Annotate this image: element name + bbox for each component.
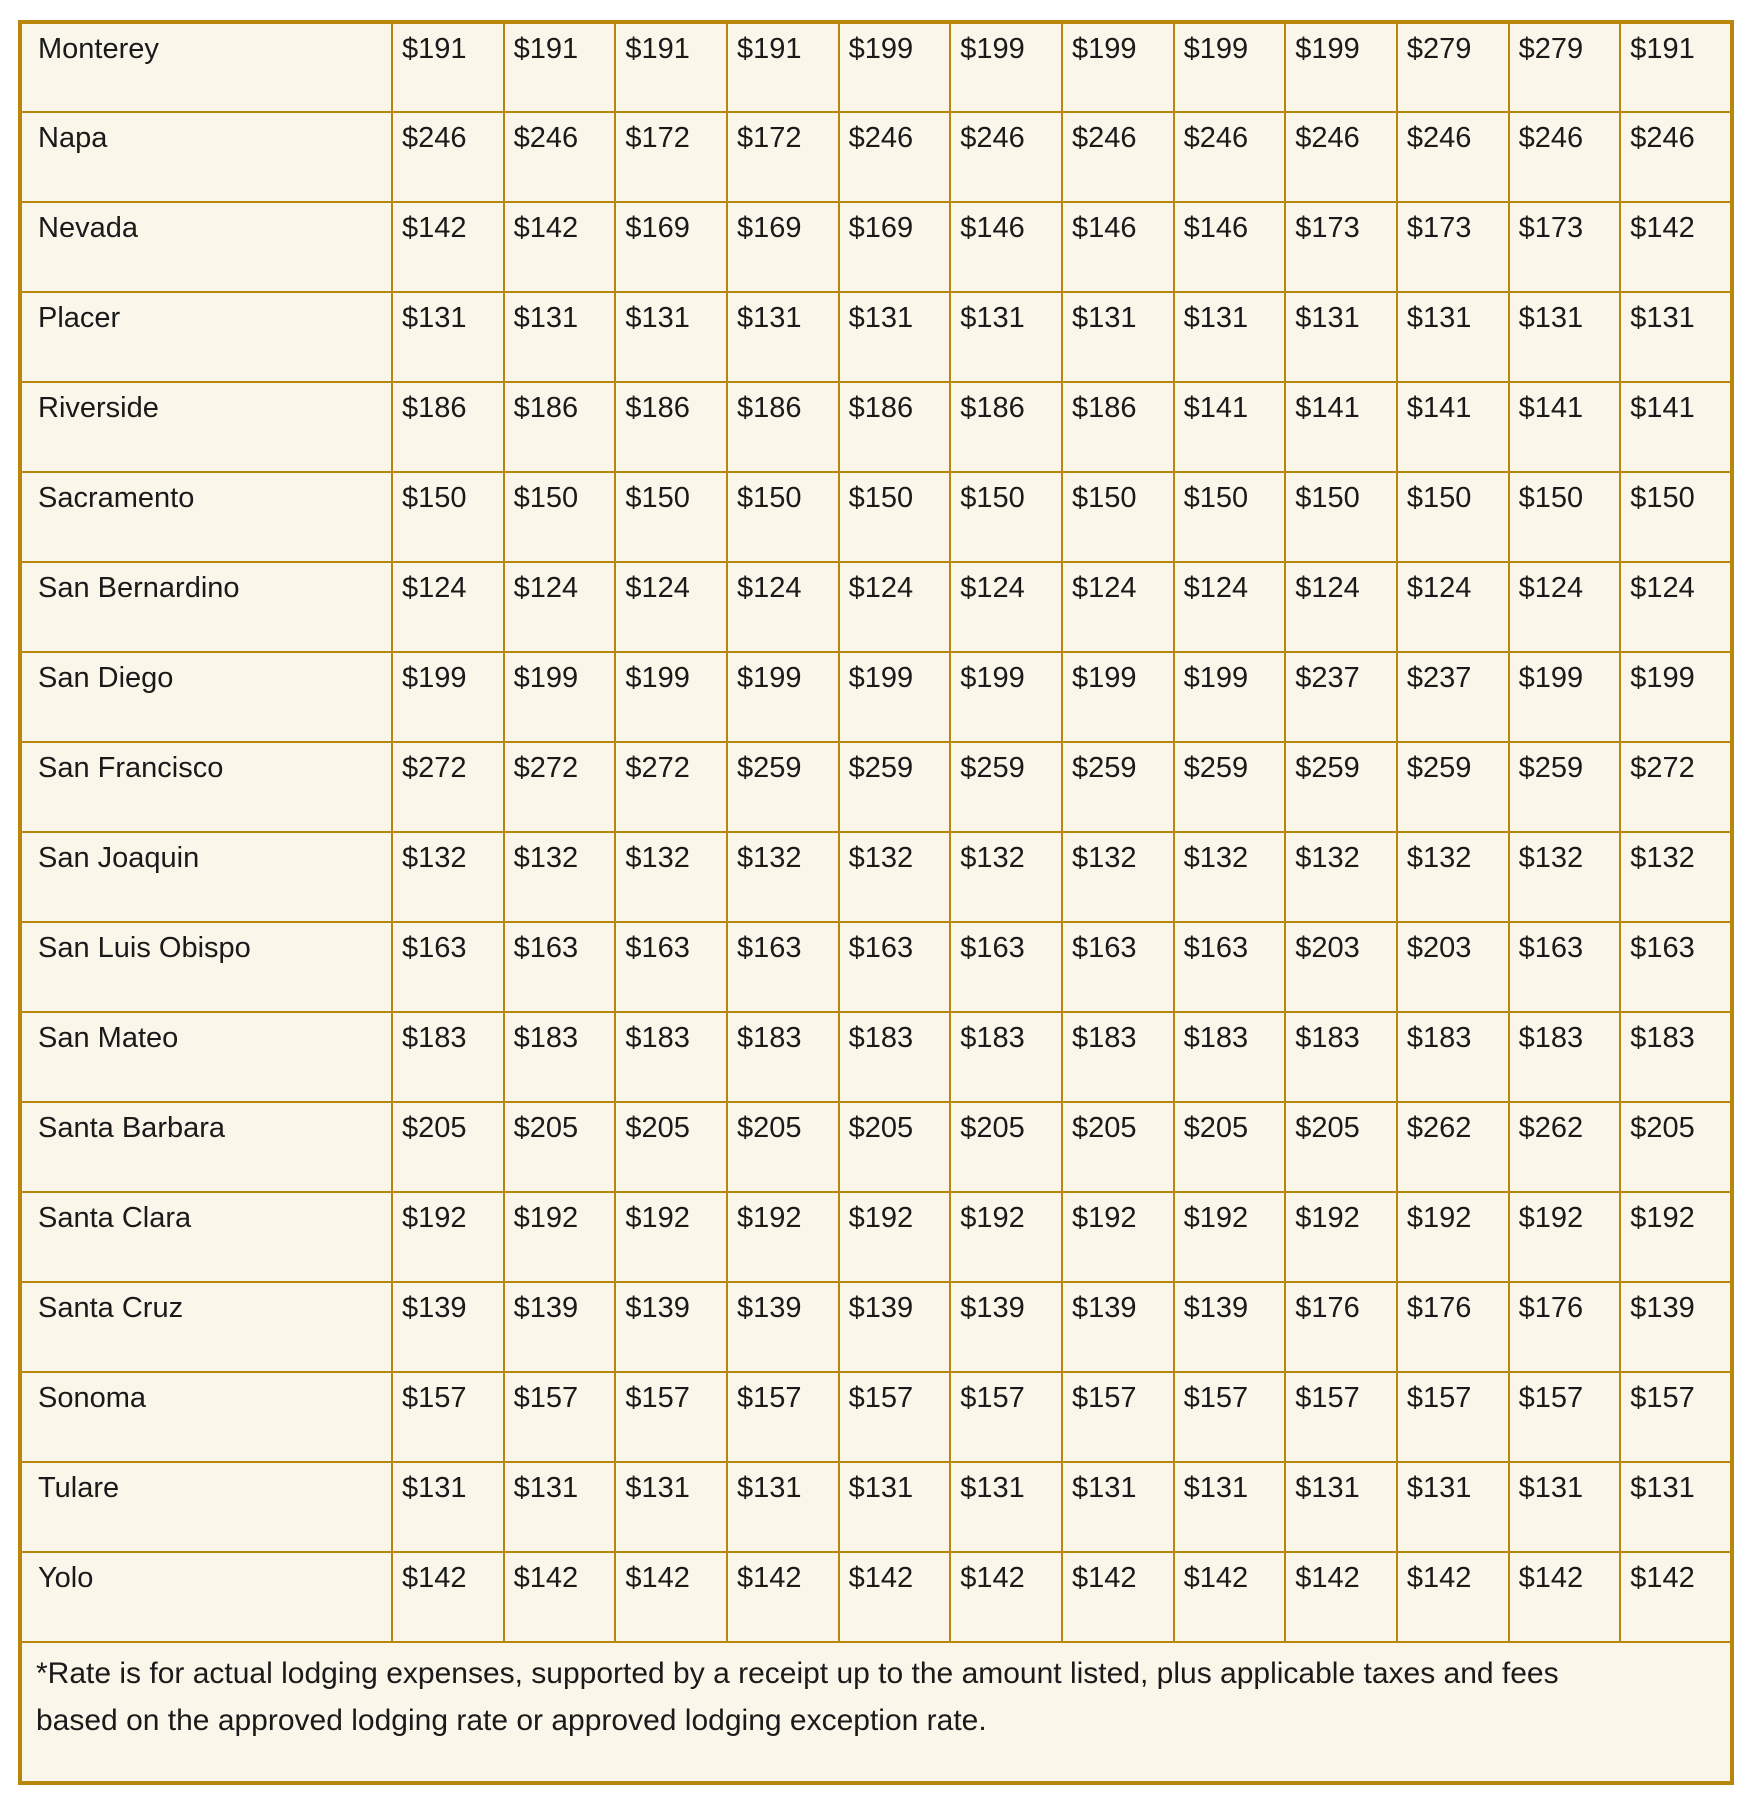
rate-cell: $192	[1397, 1192, 1509, 1282]
rate-cell: $131	[1509, 292, 1621, 382]
rate-cell: $141	[1397, 382, 1509, 472]
rate-cell: $246	[504, 112, 616, 202]
rate-cell: $203	[1285, 922, 1397, 1012]
rate-cell: $139	[950, 1282, 1062, 1372]
rate-cell: $172	[615, 112, 727, 202]
county-cell: San Joaquin	[20, 832, 392, 922]
table-row	[20, 922, 1732, 1012]
rate-cell: $163	[727, 922, 839, 1012]
rate-cell: $205	[615, 1102, 727, 1192]
county-cell: San Luis Obispo	[20, 922, 392, 1012]
rate-cell: $191	[1620, 22, 1732, 112]
rate-cell: $132	[839, 832, 951, 922]
rate-cell: $139	[727, 1282, 839, 1372]
rate-cell: $131	[1285, 292, 1397, 382]
rate-cell: $132	[392, 832, 504, 922]
rate-cell: $131	[727, 1462, 839, 1552]
rate-cell: $142	[615, 1552, 727, 1642]
rate-cell: $186	[392, 382, 504, 472]
rate-cell: $124	[727, 562, 839, 652]
rate-cell: $157	[950, 1372, 1062, 1462]
rate-cell: $132	[1397, 832, 1509, 922]
county-cell: Nevada	[20, 202, 392, 292]
rate-cell: $192	[1285, 1192, 1397, 1282]
rate-cell: $139	[1620, 1282, 1732, 1372]
rate-cell: $163	[1174, 922, 1286, 1012]
rate-cell: $142	[504, 202, 616, 292]
rate-cell: $186	[615, 382, 727, 472]
rate-cell: $124	[1397, 562, 1509, 652]
rate-cell: $259	[1285, 742, 1397, 832]
rate-cell: $192	[504, 1192, 616, 1282]
rate-cell: $131	[615, 1462, 727, 1552]
rate-cell: $169	[727, 202, 839, 292]
rate-cell: $237	[1285, 652, 1397, 742]
rate-cell: $205	[950, 1102, 1062, 1192]
rate-cell: $259	[727, 742, 839, 832]
lodging-rates-table	[18, 20, 1734, 1785]
rate-cell: $205	[1062, 1102, 1174, 1192]
rate-cell: $124	[1174, 562, 1286, 652]
county-cell: Riverside	[20, 382, 392, 472]
rate-cell: $131	[1397, 1462, 1509, 1552]
rate-cell: $150	[615, 472, 727, 562]
table-row	[20, 1012, 1732, 1102]
rate-cell: $139	[615, 1282, 727, 1372]
rate-cell: $142	[1285, 1552, 1397, 1642]
rate-cell: $259	[1509, 742, 1621, 832]
rate-cell: $163	[950, 922, 1062, 1012]
rate-cell: $124	[950, 562, 1062, 652]
rate-cell: $205	[1620, 1102, 1732, 1192]
rate-cell: $157	[504, 1372, 616, 1462]
county-cell: Santa Cruz	[20, 1282, 392, 1372]
rate-cell: $131	[1174, 292, 1286, 382]
rate-cell: $192	[727, 1192, 839, 1282]
rate-cell: $186	[1062, 382, 1174, 472]
county-cell: San Bernardino	[20, 562, 392, 652]
rate-cell: $191	[504, 22, 616, 112]
rate-cell: $131	[615, 292, 727, 382]
rate-cell: $192	[1174, 1192, 1286, 1282]
rate-cell: $157	[839, 1372, 951, 1462]
table-row	[20, 1192, 1732, 1282]
rate-cell: $246	[1062, 112, 1174, 202]
rate-cell: $272	[504, 742, 616, 832]
rate-cell: $183	[1397, 1012, 1509, 1102]
rate-cell: $186	[839, 382, 951, 472]
rate-cell: $131	[1509, 1462, 1621, 1552]
rate-cell: $199	[839, 22, 951, 112]
rate-cell: $124	[392, 562, 504, 652]
rate-cell: $199	[1174, 22, 1286, 112]
rate-cell: $205	[1285, 1102, 1397, 1192]
rate-cell: $132	[1062, 832, 1174, 922]
rate-cell: $237	[1397, 652, 1509, 742]
rate-cell: $183	[504, 1012, 616, 1102]
footnote: *Rate is for actual lodging expenses, supported by a receipt up to the amount listed, plus applicable taxes and fees based on the approved lodging rate or approved lodging exception rate.	[20, 1642, 1732, 1783]
county-cell: San Mateo	[20, 1012, 392, 1102]
rate-cell: $199	[950, 652, 1062, 742]
rate-cell: $146	[1174, 202, 1286, 292]
rate-cell: $163	[615, 922, 727, 1012]
rate-cell: $142	[727, 1552, 839, 1642]
rate-table-body	[20, 22, 1732, 1642]
rate-cell: $142	[1620, 202, 1732, 292]
rate-cell: $191	[727, 22, 839, 112]
table-row	[20, 1102, 1732, 1192]
rate-cell: $131	[1062, 1462, 1174, 1552]
county-cell: Sacramento	[20, 472, 392, 562]
rate-cell: $157	[1062, 1372, 1174, 1462]
rate-cell: $199	[839, 652, 951, 742]
rate-cell: $173	[1397, 202, 1509, 292]
table-row	[20, 202, 1732, 292]
rate-cell: $199	[1620, 652, 1732, 742]
rate-cell: $150	[1397, 472, 1509, 562]
rate-cell: $199	[615, 652, 727, 742]
rate-cell: $142	[1397, 1552, 1509, 1642]
county-cell: San Francisco	[20, 742, 392, 832]
rate-cell: $246	[1509, 112, 1621, 202]
rate-cell: $163	[1062, 922, 1174, 1012]
rate-cell: $142	[950, 1552, 1062, 1642]
rate-cell: $124	[1285, 562, 1397, 652]
rate-cell: $192	[1509, 1192, 1621, 1282]
table-row	[20, 112, 1732, 202]
rate-cell: $183	[950, 1012, 1062, 1102]
rate-cell: $176	[1397, 1282, 1509, 1372]
rate-cell: $150	[504, 472, 616, 562]
rate-cell: $192	[1062, 1192, 1174, 1282]
rate-cell: $186	[504, 382, 616, 472]
table-row	[20, 382, 1732, 472]
rate-cell: $139	[504, 1282, 616, 1372]
county-cell: Monterey	[20, 22, 392, 112]
rate-cell: $131	[1174, 1462, 1286, 1552]
rate-cell: $259	[839, 742, 951, 832]
rate-cell: $169	[615, 202, 727, 292]
rate-cell: $132	[1285, 832, 1397, 922]
rate-cell: $262	[1397, 1102, 1509, 1192]
rate-cell: $157	[392, 1372, 504, 1462]
rate-cell: $141	[1285, 382, 1397, 472]
rate-cell: $199	[1062, 22, 1174, 112]
rate-cell: $199	[727, 652, 839, 742]
rate-cell: $132	[727, 832, 839, 922]
table-row	[20, 742, 1732, 832]
rate-cell: $279	[1397, 22, 1509, 112]
rate-cell: $246	[1174, 112, 1286, 202]
rate-cell: $176	[1285, 1282, 1397, 1372]
rate-cell: $131	[504, 1462, 616, 1552]
rate-cell: $192	[1620, 1192, 1732, 1282]
rate-cell: $246	[839, 112, 951, 202]
rate-cell: $142	[1174, 1552, 1286, 1642]
rate-cell: $183	[1285, 1012, 1397, 1102]
rate-cell: $131	[950, 292, 1062, 382]
rate-cell: $259	[950, 742, 1062, 832]
rate-cell: $173	[1285, 202, 1397, 292]
table-row	[20, 1282, 1732, 1372]
rate-cell: $199	[1509, 652, 1621, 742]
rate-cell: $205	[839, 1102, 951, 1192]
rate-cell: $142	[1509, 1552, 1621, 1642]
rate-cell: $163	[839, 922, 951, 1012]
rate-cell: $259	[1062, 742, 1174, 832]
county-cell: Santa Barbara	[20, 1102, 392, 1192]
rate-cell: $157	[615, 1372, 727, 1462]
rate-cell: $131	[1620, 292, 1732, 382]
rate-cell: $157	[1285, 1372, 1397, 1462]
rate-cell: $132	[504, 832, 616, 922]
rate-cell: $131	[504, 292, 616, 382]
rate-cell: $183	[839, 1012, 951, 1102]
rate-cell: $141	[1509, 382, 1621, 472]
rate-cell: $141	[1174, 382, 1286, 472]
rate-cell: $157	[1509, 1372, 1621, 1462]
table-row	[20, 832, 1732, 922]
rate-cell: $131	[839, 292, 951, 382]
rate-cell: $150	[950, 472, 1062, 562]
rate-cell: $203	[1397, 922, 1509, 1012]
county-cell: Placer	[20, 292, 392, 382]
rate-cell: $142	[1620, 1552, 1732, 1642]
rate-cell: $157	[727, 1372, 839, 1462]
rate-cell: $142	[504, 1552, 616, 1642]
table-row	[20, 652, 1732, 742]
rate-cell: $150	[1620, 472, 1732, 562]
rate-cell: $141	[1620, 382, 1732, 472]
rate-cell: $124	[504, 562, 616, 652]
table-row	[20, 1462, 1732, 1552]
rate-cell: $169	[839, 202, 951, 292]
county-cell: Napa	[20, 112, 392, 202]
rate-cell: $150	[727, 472, 839, 562]
rate-cell: $199	[950, 22, 1062, 112]
rate-cell: $272	[1620, 742, 1732, 832]
rate-cell: $259	[1397, 742, 1509, 832]
table-row	[20, 1552, 1732, 1642]
rate-cell: $163	[1509, 922, 1621, 1012]
rate-cell: $132	[1174, 832, 1286, 922]
rate-cell: $146	[950, 202, 1062, 292]
rate-cell: $131	[392, 292, 504, 382]
rate-cell: $246	[1620, 112, 1732, 202]
rate-cell: $131	[839, 1462, 951, 1552]
rate-cell: $172	[727, 112, 839, 202]
rate-cell: $124	[1620, 562, 1732, 652]
rate-cell: $132	[1509, 832, 1621, 922]
rate-cell: $157	[1174, 1372, 1286, 1462]
rate-cell: $199	[1174, 652, 1286, 742]
rate-cell: $191	[392, 22, 504, 112]
rate-cell: $259	[1174, 742, 1286, 832]
rate-cell: $139	[1062, 1282, 1174, 1372]
rate-cell: $183	[392, 1012, 504, 1102]
rate-cell: $186	[727, 382, 839, 472]
table-row	[20, 22, 1732, 112]
footnote-row	[20, 1642, 1732, 1783]
county-cell: San Diego	[20, 652, 392, 742]
rate-cell: $157	[1397, 1372, 1509, 1462]
rate-cell: $142	[1062, 1552, 1174, 1642]
rate-cell: $142	[839, 1552, 951, 1642]
rate-cell: $163	[1620, 922, 1732, 1012]
rate-cell: $131	[727, 292, 839, 382]
rate-cell: $139	[1174, 1282, 1286, 1372]
rate-cell: $150	[839, 472, 951, 562]
rate-cell: $205	[727, 1102, 839, 1192]
rate-cell: $183	[1509, 1012, 1621, 1102]
rate-cell: $192	[392, 1192, 504, 1282]
rate-cell: $150	[1062, 472, 1174, 562]
rate-cell: $192	[615, 1192, 727, 1282]
rate-cell: $131	[1397, 292, 1509, 382]
rate-cell: $131	[1285, 1462, 1397, 1552]
rate-cell: $246	[1285, 112, 1397, 202]
rate-cell: $183	[727, 1012, 839, 1102]
rate-cell: $186	[950, 382, 1062, 472]
rate-cell: $272	[392, 742, 504, 832]
rate-cell: $139	[839, 1282, 951, 1372]
rate-cell: $157	[1620, 1372, 1732, 1462]
rate-cell: $272	[615, 742, 727, 832]
rate-cell: $150	[1174, 472, 1286, 562]
table-row	[20, 292, 1732, 382]
rate-cell: $192	[950, 1192, 1062, 1282]
rate-cell: $142	[392, 1552, 504, 1642]
rate-cell: $199	[1285, 22, 1397, 112]
rate-cell: $176	[1509, 1282, 1621, 1372]
table-row	[20, 472, 1732, 562]
rate-cell: $205	[504, 1102, 616, 1192]
rate-cell: $205	[1174, 1102, 1286, 1192]
rate-cell: $199	[504, 652, 616, 742]
rate-cell: $132	[950, 832, 1062, 922]
rate-cell: $124	[839, 562, 951, 652]
rate-cell: $246	[1397, 112, 1509, 202]
rate-cell: $279	[1509, 22, 1621, 112]
rate-cell: $199	[1062, 652, 1174, 742]
rate-cell: $183	[1062, 1012, 1174, 1102]
rate-cell: $246	[392, 112, 504, 202]
rate-cell: $183	[1174, 1012, 1286, 1102]
rate-cell: $124	[1509, 562, 1621, 652]
rate-cell: $163	[504, 922, 616, 1012]
rate-cell: $132	[615, 832, 727, 922]
rate-cell: $163	[392, 922, 504, 1012]
rate-cell: $132	[1620, 832, 1732, 922]
rate-cell: $131	[392, 1462, 504, 1552]
rate-cell: $131	[1062, 292, 1174, 382]
rate-table-foot	[20, 1642, 1732, 1783]
rate-cell: $205	[392, 1102, 504, 1192]
rate-cell: $124	[615, 562, 727, 652]
rate-cell: $131	[950, 1462, 1062, 1552]
county-cell: Santa Clara	[20, 1192, 392, 1282]
county-cell: Sonoma	[20, 1372, 392, 1462]
rate-cell: $262	[1509, 1102, 1621, 1192]
table-row	[20, 562, 1732, 652]
rate-cell: $173	[1509, 202, 1621, 292]
rate-cell: $150	[1509, 472, 1621, 562]
county-cell: Yolo	[20, 1552, 392, 1642]
rate-cell: $183	[615, 1012, 727, 1102]
rate-cell: $191	[615, 22, 727, 112]
rate-cell: $192	[839, 1192, 951, 1282]
county-cell: Tulare	[20, 1462, 392, 1552]
table-row	[20, 1372, 1732, 1462]
rate-cell: $131	[1620, 1462, 1732, 1552]
rate-cell: $142	[392, 202, 504, 292]
rate-cell: $246	[950, 112, 1062, 202]
rate-cell: $146	[1062, 202, 1174, 292]
rate-cell: $150	[392, 472, 504, 562]
rate-cell: $124	[1062, 562, 1174, 652]
rate-cell: $199	[392, 652, 504, 742]
rate-cell: $150	[1285, 472, 1397, 562]
rate-cell: $139	[392, 1282, 504, 1372]
rate-cell: $183	[1620, 1012, 1732, 1102]
